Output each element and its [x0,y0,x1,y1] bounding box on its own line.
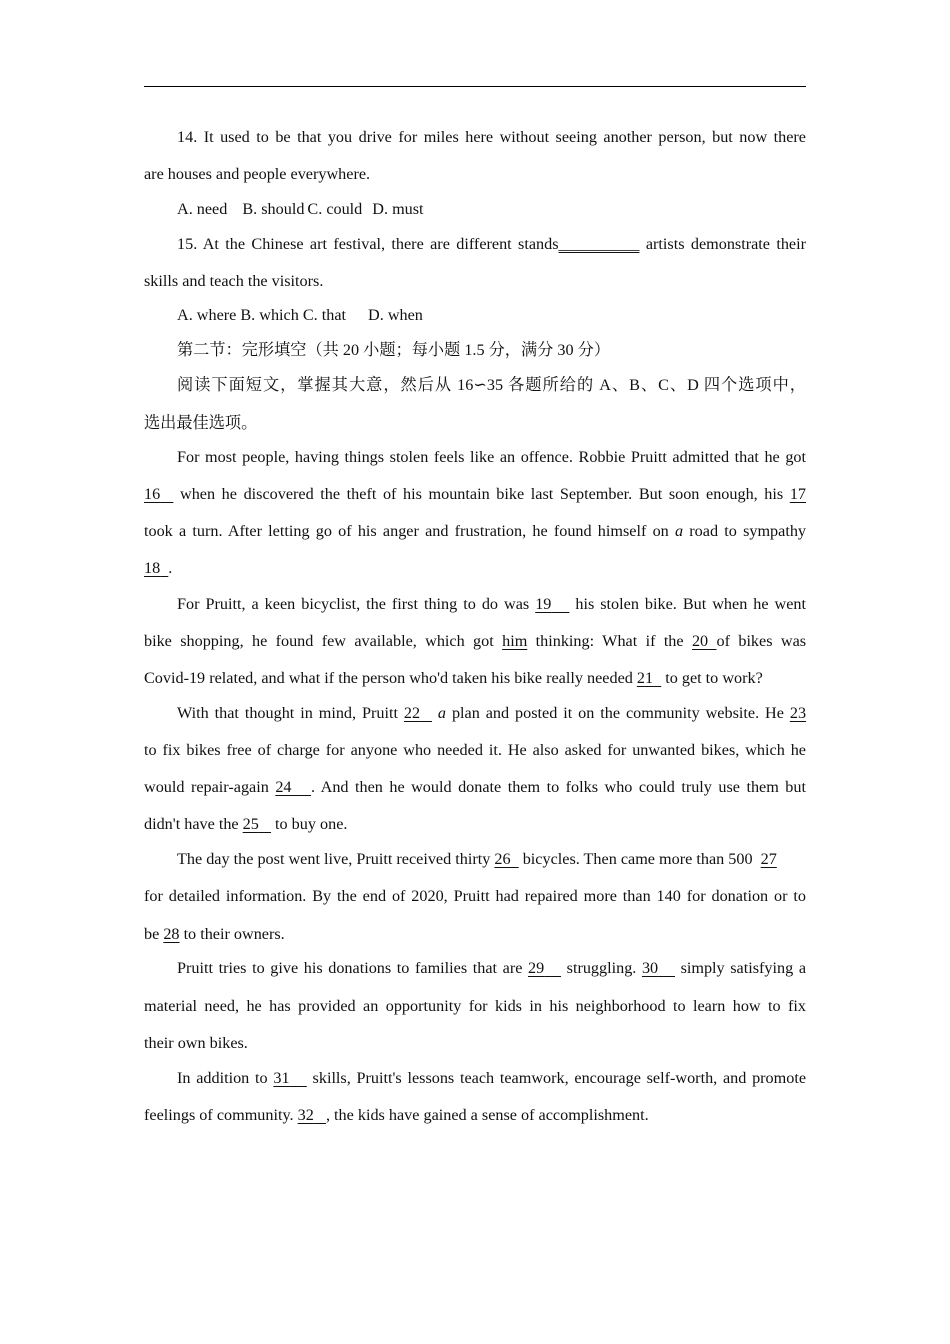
section-instructions-line1: 阅读下面短文，掌握其大意，然后从 16∽35 各题所给的 A、B、C、D 四个选项中， [177,376,806,394]
q15-option-c: C. that [302,306,347,324]
blank-32: 32 [297,1106,314,1124]
p3-line1: With that thought in mind, Pruitt 22 a plan and posted it on the community website. He 23 [177,704,807,722]
p1-line3: took a turn. After letting go of his anger and frustration, he found himself on a road to sympathy [144,522,807,540]
section-heading: 第二节：完形填空（共 20 小题；每小题 1.5 分，满分 30 分） [177,341,611,359]
p3-line2: to fix bikes free of charge for anyone who needed it. He also asked for unwanted bikes, which he [144,741,806,759]
blank-24: 24 [275,778,292,796]
p4-line3: be 28 to their owners. [144,925,285,943]
p6-line1: In addition to 31 skills, Pruitt's lessons teach teamwork, encourage self-worth, and promote [177,1069,807,1087]
blank-25: 25 [242,815,259,833]
q15-stem-line2: skills and teach the visitors. [144,272,324,290]
header-rule [144,86,806,87]
him-word: him [502,632,528,650]
blank-28: 28 [163,925,180,943]
p2-line1: For Pruitt, a keen bicyclist, the first thing to do was 19 his stolen bike. But when he went [177,595,807,613]
q14-option-b: B. should [242,200,305,218]
p2-line2: bike shopping, he found few available, which got him thinking: What if the 20 of bikes was [144,632,807,650]
p5-line2: material need, he has provided an opportunity for kids in his neighborhood to learn how to fix [144,997,806,1015]
blank-30: 30 [641,959,659,977]
q15-option-a: A. where [177,306,237,324]
q14-stem-line2: are houses and people everywhere. [144,165,371,183]
q14-option-d: D. must [372,200,424,218]
q15-blank: __________ [558,235,640,253]
p3-line3: would repair-again 24 . And then he would donate them to folks who could truly use them but [144,778,806,796]
blank-20: 20 [691,632,709,650]
p5-line3: their own bikes. [144,1034,248,1052]
p4-line1: The day the post went live, Pruitt received thirty 26 bicycles. Then came more than 500 27 [177,850,777,868]
p1-line1: For most people, having things stolen feels like an offence. Robbie Pruitt admitted that he got [177,448,806,466]
blank-17: 17 [789,485,806,503]
q15-options [177,305,806,325]
blank-31: 31 [273,1069,290,1087]
q14-stem-line1: 14. It used to be that you drive for miles here without seeing another person, but now there [177,128,806,146]
q15-option-d: D. when [368,306,423,324]
blank-26: 26 [494,850,511,868]
q15-stem-line1: 15. At the Chinese art festival, there are different stands__________ artists demonstrate their [177,235,806,253]
q15-option-b: B. which [240,306,299,324]
blank-16: 16 [144,485,161,503]
p1-line4: 18 . [144,559,173,577]
q14-option-a: A. need [177,200,228,218]
blank-19: 19 [535,595,552,613]
blank-22: 22 [403,704,421,722]
p4-line2: for detailed information. By the end of 2020, Pruitt had repaired more than 140 for donation or to [144,887,806,905]
p3-line4: didn't have the 25 to buy one. [144,815,348,833]
q14-option-c: C. could [307,200,363,218]
blank-21: 21 [636,669,654,687]
blank-27: 27 [760,850,777,868]
p6-line2: feelings of community. 32 , the kids have gained a sense of accomplishment. [144,1106,649,1124]
section-instructions-line2: 选出最佳选项。 [144,414,258,432]
q14-options [177,199,806,219]
p5-line1: Pruitt tries to give his donations to families that are 29 struggling. 30 simply satisfying a [177,959,807,977]
blank-29: 29 [528,959,545,977]
p1-line2: 16 when he discovered the theft of his mountain bike last September. But soon enough, his 17 [144,485,806,503]
blank-18: 18 [144,559,161,577]
blank-23: 23 [789,704,807,722]
p2-line3: Covid-19 related, and what if the person who'd taken his bike really needed 21 to get to work? [144,669,763,687]
